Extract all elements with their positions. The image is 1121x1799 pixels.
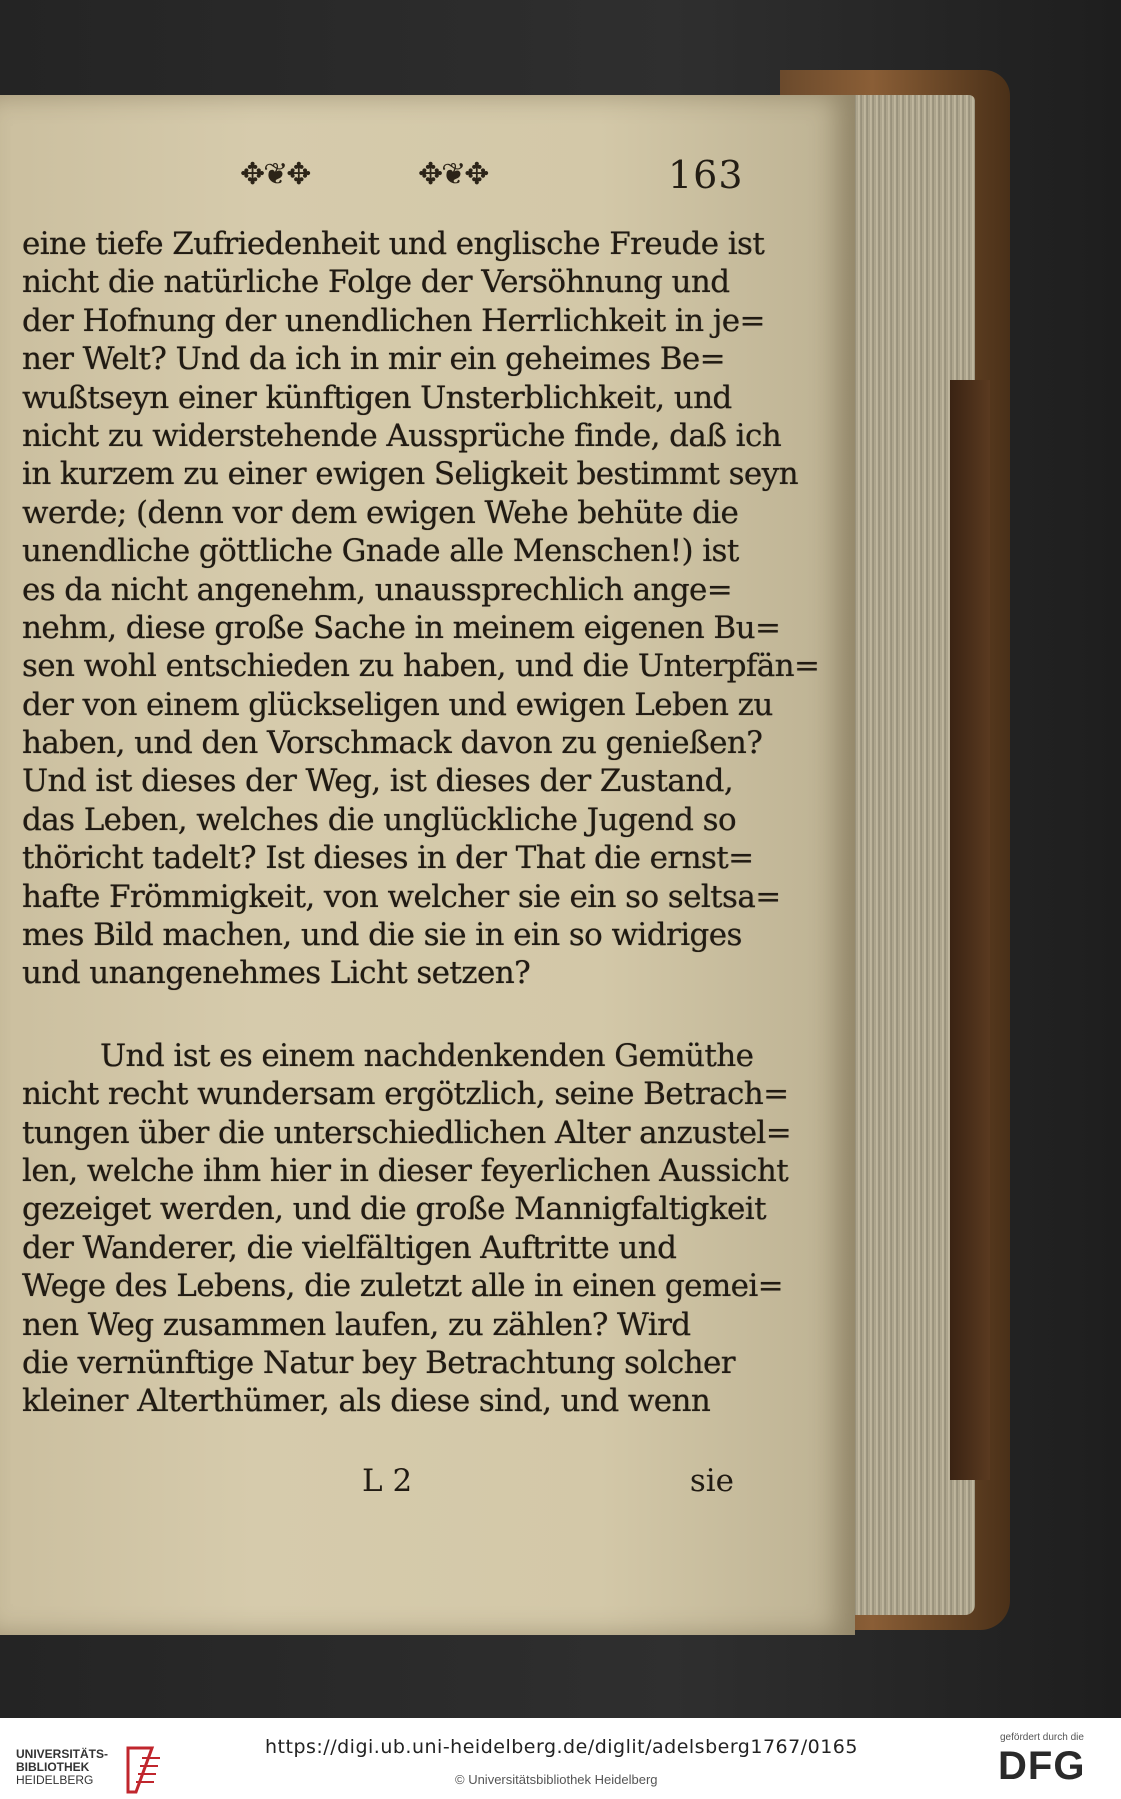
page-number: 163	[668, 153, 744, 197]
text-line: wußtseyn einer künftigen Unsterblichkeit, und	[22, 379, 732, 416]
text-line: sen wohl entschieden zu haben, und die Unterpfän=	[22, 648, 820, 685]
institution-line-3: HEIDELBERG	[16, 1773, 94, 1787]
text-line: der Wanderer, die vielfältigen Auftritte und	[22, 1229, 677, 1266]
permalink-url[interactable]: https://digi.ub.uni-heidelberg.de/diglit/adelsberg1767/0165	[265, 1736, 858, 1758]
library-emblem-icon	[122, 1744, 166, 1796]
institution-line-2: BIBLIOTHEK	[16, 1760, 90, 1774]
paragraph-gap	[22, 993, 734, 1037]
text-line: nicht zu widerstehende Aussprüche finde, daß ich	[22, 417, 782, 454]
viewer-footer	[0, 1718, 1121, 1799]
text-line: thöricht tadelt? Ist dieses in der That die ernst=	[22, 840, 754, 877]
text-line: werde; (denn vor dem ewigen Wehe behüte die	[22, 494, 739, 531]
text-line: eine tiefe Zufriedenheit und englische Freude ist	[22, 226, 765, 262]
text-line: das Leben, welches die unglückliche Jugend so	[22, 801, 737, 838]
signature-mark: L 2	[362, 1463, 413, 1499]
text-line: es da nicht angenehm, unaussprechlich ange=	[22, 571, 733, 608]
text-line: haben, und den Vorschmack davon zu genießen?	[22, 725, 763, 762]
text-line: unendliche göttliche Gnade alle Menschen!) ist	[22, 533, 739, 570]
text-line: nicht die natürliche Folge der Versöhnung und	[22, 264, 730, 301]
page-header	[0, 145, 855, 205]
text-line: mes Bild machen, und die sie in ein so widriges	[22, 917, 742, 954]
text-line: der von einem glückseligen und ewigen Leben zu	[22, 686, 773, 723]
text-line: ner Welt? Und da ich in mir ein geheimes Be=	[22, 341, 725, 378]
header-ornament-left: ✥❦✥	[240, 157, 310, 192]
text-line: Und ist dieses der Weg, ist dieses der Zustand,	[22, 763, 734, 800]
catchword: sie	[689, 1463, 734, 1499]
funding-caption: gefördert durch die	[1000, 1732, 1084, 1743]
text-line: tungen über die unterschiedlichen Alter anzustel=	[22, 1114, 792, 1151]
text-line: len, welche ihm hier in dieser feyerlichen Aussicht	[22, 1152, 789, 1189]
header-ornament-right: ✥❦✥	[418, 157, 488, 192]
text-line: nehm, diese große Sache in meinem eigenen Bu=	[22, 609, 781, 646]
book-page	[0, 95, 855, 1635]
copyright-notice: © Universitätsbibliothek Heidelberg	[455, 1772, 658, 1787]
text-line: kleiner Alterthümer, als diese sind, und wenn	[22, 1383, 711, 1420]
text-line: gezeiget werden, und die große Mannigfaltigkeit	[22, 1191, 766, 1228]
body-text	[22, 225, 820, 1421]
text-line: und unangenehmes Licht setzen?	[22, 955, 531, 992]
page-footer	[22, 1463, 734, 1503]
text-line: Und ist es einem nachdenkenden Gemüthe	[100, 1037, 754, 1074]
text-line: die vernünftige Natur bey Betrachtung solcher	[22, 1344, 735, 1381]
university-library-logo[interactable]	[10, 1738, 160, 1788]
text-line: nicht recht wundersam ergötzlich, seine Betrach=	[22, 1076, 789, 1113]
text-line: Wege des Lebens, die zuletzt alle in einen gemei=	[22, 1268, 784, 1305]
text-line: in kurzem zu einer ewigen Seligkeit bestimmt seyn	[22, 456, 798, 493]
dfg-logo[interactable]: DFG	[998, 1744, 1086, 1788]
institution-line-1: UNIVERSITÄTS-	[16, 1747, 109, 1761]
text-line: hafte Frömmigkeit, von welcher sie ein so seltsa=	[22, 878, 781, 915]
text-line: der Hofnung der unendlichen Herrlichkeit in je=	[22, 302, 765, 339]
binding-shadow	[950, 380, 990, 1480]
text-line: nen Weg zusammen laufen, zu zählen? Wird	[22, 1306, 691, 1343]
